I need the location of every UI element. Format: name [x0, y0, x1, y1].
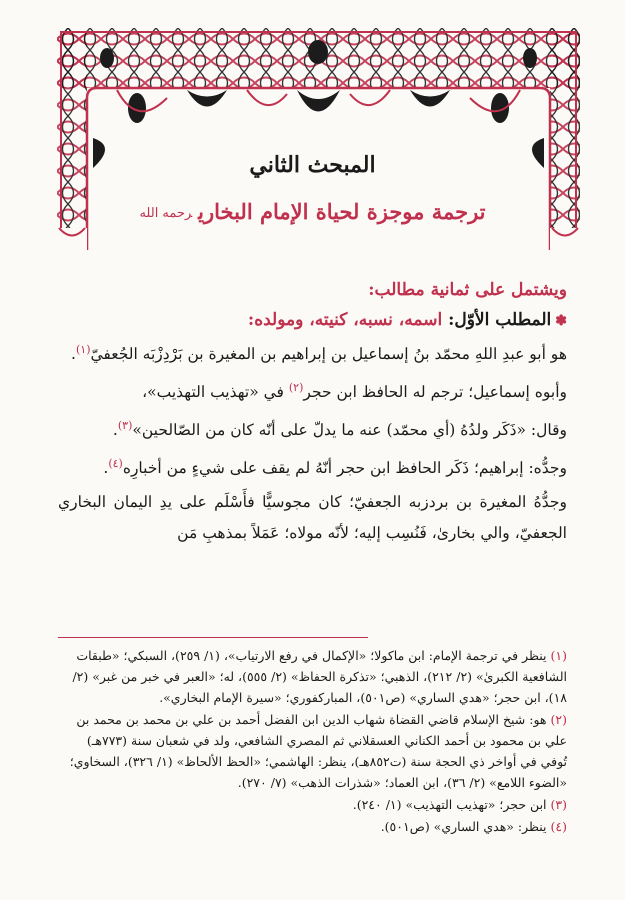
- footnotes: [58, 645, 567, 838]
- paragraph-text: وأبوه إسماعيل؛ ترجم له الحافظ ابن حجر: [303, 383, 567, 402]
- paragraph-tail: .: [112, 421, 118, 440]
- footnote-text: ينظر: «هدي الساري» (ص٥٠١).: [380, 819, 551, 834]
- chapter-subtitle-text: ترجمة موجزة لحياة الإمام البخاري: [198, 199, 486, 224]
- paragraph: [58, 487, 567, 549]
- paragraph: [58, 448, 567, 484]
- footnote: [58, 645, 567, 708]
- section-label: المطلب الأوّل:: [448, 310, 552, 330]
- honorific-calligraphy: رحمه الله: [139, 206, 193, 221]
- footnote-number: (٣): [550, 797, 567, 812]
- section-heading: [58, 310, 567, 330]
- intro-line: ويشتمل على ثمانية مطالب:: [368, 280, 567, 300]
- star-flower-icon: ✽: [555, 313, 567, 329]
- paragraph: [58, 410, 567, 446]
- footnote-ref[interactable]: (١): [75, 343, 91, 356]
- chapter-subtitle: [70, 199, 555, 224]
- paragraph: [58, 334, 567, 370]
- footnote-ref[interactable]: (٢): [288, 381, 304, 395]
- paragraph-tail: في «تهذيب التهذيب»،: [142, 383, 289, 402]
- footnote: [58, 709, 567, 793]
- chapter-title: المبحث الثاني: [249, 152, 376, 178]
- footnote-ref[interactable]: (٣): [117, 419, 133, 433]
- footnote-divider: [58, 637, 368, 638]
- paragraph-tail: .: [103, 459, 109, 478]
- paragraph-tail: .: [71, 345, 76, 364]
- footnote-text: ينظر في ترجمة الإمام: ابن ماكولا؛ «الإكمال في رفع الارتياب»، (١/ ٢٥٩)، السبكي؛ «طبقات الشافعية الكبرىٰ» (٢/ ٢١٢)، الذهبي؛ «تذكرة الحفاظ» (٢/ ٥٥٥)، له؛ «العبر في خبر من غبر» (٢/ ١٨)، ابن حجر؛ «هدي الساري» (ص٥٠١)، المباركفوري؛ «سيرة الإمام البخاري».: [72, 648, 567, 705]
- footnote-text: هو: شيخ الإسلام قاضي القضاة شهاب الدين ابن الفضل أحمد بن علي بن محمد بن محمد بن علي بن محمود بن أحمد الكناني العسقلاني ثم المصري الشافعي، ولد في شعبان سنة (٧٧٣هـ) تُوفي في أواخر ذي الحجة سنة (ت٨٥٢هـ)، ينظر: الهاشمي؛ «الحظ الألحاظ» (١/ ٣٢٦)، السخاوي؛ «الضوء اللامع» (٢/ ٣٦)، ابن العماد؛ «شذرات الذهب» (٧/ ٢٧٠).: [69, 712, 567, 790]
- paragraph-text: وجدُّه: إبراهيم؛ ذَكَر الحافظ ابن حجر أنّهُ لم يقف على شيءٍ من أخبارِه: [122, 459, 567, 478]
- footnote-text: ابن حجر؛ «تهذيب التهذيب» (١/ ٢٤٠).: [352, 797, 551, 812]
- footnote-number: (٤): [550, 819, 567, 834]
- paragraph-text: هو أبو عبدِ اللهِ محمّد بنُ إسماعيل بن إبراهيم بن المغيرة بن بَرْدِزْبَه الجُعفيّ: [90, 345, 567, 364]
- footnote: [58, 816, 567, 837]
- main-text: [58, 280, 567, 551]
- paragraph: [58, 372, 567, 408]
- section-topic: اسمه، نسبه، كنيته، ومولده:: [247, 310, 443, 330]
- footnote-number: (٢): [550, 712, 567, 727]
- footnote-number: (١): [550, 648, 567, 663]
- paragraph-text: وجدُّهُ المغيرة بن بردزبه الجعفيّ؛ كان مجوسيًّا فأَسْلَم على يدِ اليمان البخاري الجعفيّ، والي بخارىٰ، فَنُسِب إليه؛ لأنّه مولاه؛ عَمَلاً بمذهبِ مَن: [58, 492, 567, 542]
- paragraph-text: وقال: «ذَكَر ولدُهُ (أي محمّد) عنه ما يدلّ على أنّه كان من الصّالحين»: [132, 421, 567, 440]
- footnote: [58, 794, 567, 815]
- footnote-ref[interactable]: (٤): [108, 457, 123, 471]
